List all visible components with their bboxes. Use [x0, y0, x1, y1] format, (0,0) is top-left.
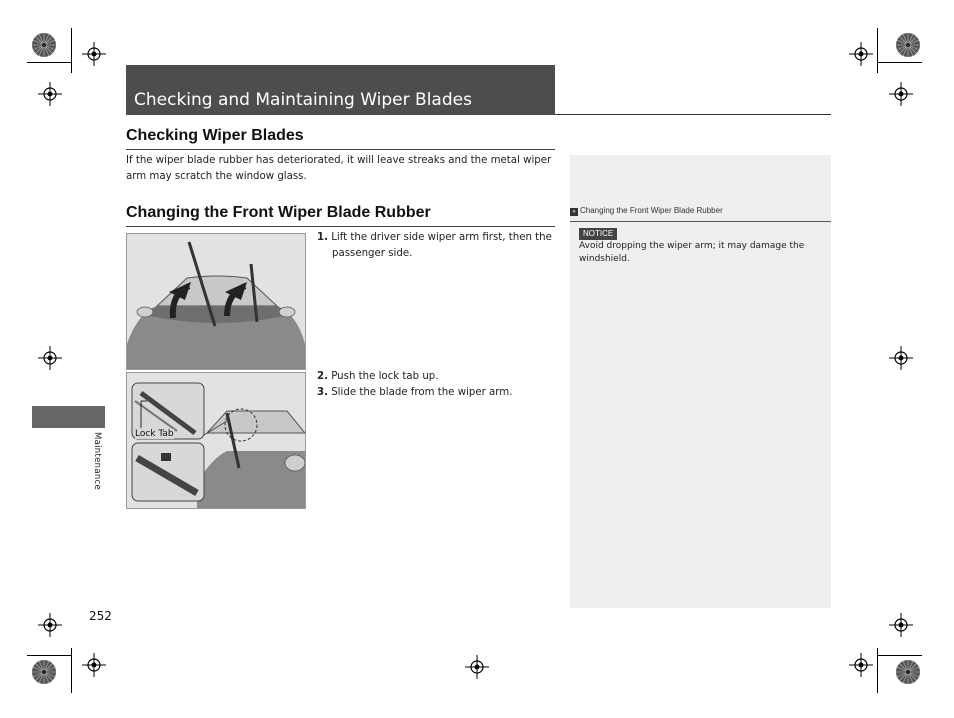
- section-body-checking: If the wiper blade rubber has deteriorated, it will leave streaks and the metal wiper arm may scratch the window glass.: [126, 155, 552, 182]
- figure-wipers-lifted: [126, 233, 306, 370]
- starburst-mark-icon: [31, 659, 57, 685]
- registration-mark-icon: [38, 613, 62, 637]
- crop-mark: [27, 62, 72, 63]
- step-number: 3.: [317, 387, 328, 398]
- chapter-tab-label: Maintenance: [92, 432, 102, 491]
- step-2: [317, 369, 557, 385]
- registration-mark-icon: [82, 42, 106, 66]
- registration-mark-icon: [889, 82, 913, 106]
- crop-mark: [71, 28, 72, 73]
- crop-mark: [877, 28, 878, 73]
- registration-mark-icon: [82, 653, 106, 677]
- step-text: Lift the driver side wiper arm first, then the: [331, 232, 552, 243]
- sidebar-reference-text: Changing the Front Wiper Blade Rubber: [580, 206, 723, 215]
- chapter-tab[interactable]: [32, 406, 105, 428]
- starburst-mark-icon: [31, 32, 57, 58]
- sidebar-panel: [570, 155, 831, 608]
- crop-mark: [877, 648, 878, 693]
- step-text: passenger side.: [332, 248, 413, 259]
- step-number: 1.: [317, 232, 328, 243]
- registration-mark-icon: [38, 82, 62, 106]
- header-rule: [555, 114, 831, 115]
- section-rule: [126, 226, 555, 227]
- registration-mark-icon: [889, 613, 913, 637]
- registration-mark-icon: [38, 346, 62, 370]
- registration-mark-icon: [849, 42, 873, 66]
- notice-line: Avoid dropping the wiper arm; it may damage the: [579, 241, 805, 251]
- registration-mark-icon: [849, 653, 873, 677]
- crop-mark: [877, 62, 922, 63]
- page-title: Checking and Maintaining Wiper Blades: [134, 90, 472, 110]
- sidebar-rule: [570, 221, 831, 222]
- notice-text: [579, 240, 824, 266]
- starburst-mark-icon: [895, 659, 921, 685]
- crop-mark: [877, 655, 922, 656]
- page-number: 252: [89, 609, 112, 623]
- figure-callout-lock-tab: Lock Tab: [135, 429, 174, 439]
- section-heading-changing: Changing the Front Wiper Blade Rubber: [126, 204, 431, 221]
- registration-mark-icon: [465, 655, 489, 679]
- notice-badge: NOTICE: [579, 228, 617, 240]
- step-1: [317, 230, 557, 262]
- registration-mark-icon: [889, 346, 913, 370]
- notice-line: windshield.: [579, 254, 630, 264]
- step-text: Slide the blade from the wiper arm.: [331, 387, 513, 398]
- crop-mark: [27, 655, 72, 656]
- step-number: 2.: [317, 371, 328, 382]
- step-text: Push the lock tab up.: [331, 371, 439, 382]
- reference-arrow-icon: »: [570, 208, 578, 216]
- figure-lock-tab: [126, 372, 306, 509]
- crop-mark: [71, 648, 72, 693]
- starburst-mark-icon: [895, 32, 921, 58]
- sidebar-reference[interactable]: [570, 206, 831, 216]
- section-rule: [126, 149, 555, 150]
- section-heading-checking: Checking Wiper Blades: [126, 127, 304, 144]
- step-3: [317, 385, 557, 401]
